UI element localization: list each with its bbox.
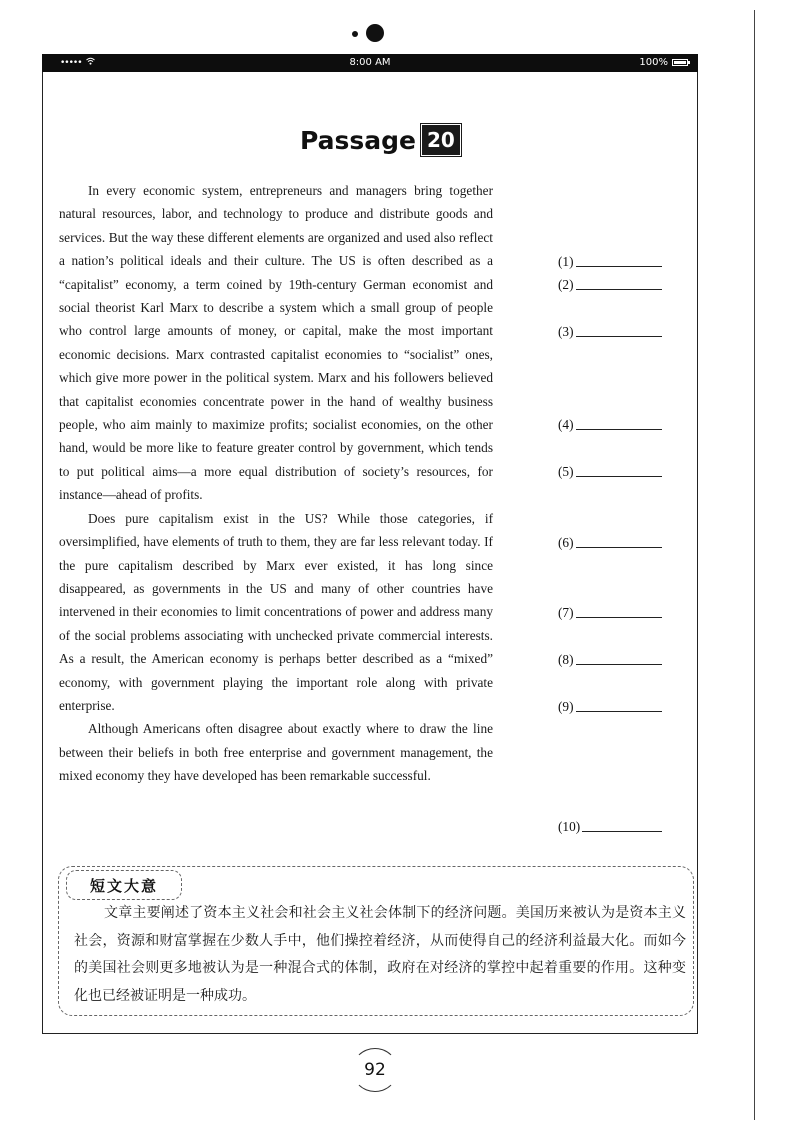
answer-blank[interactable] [558,601,662,621]
answer-line[interactable] [576,697,662,712]
answer-line[interactable] [582,817,662,832]
passage-paragraph: In every economic system, entrepreneurs and managers bring together natural resources, labor, and technology to produce and distribute goods and services. But the way these different elements are organized and used also reflect a nation’s political ideals and their culture. The US is often described as a “capitalist” economy, a term coined by 19th-century German economist and social theorist Karl Marx to describe a system which a small group of people who control large amounts of money, or capital, make the most important economic decisions. Marx contrasted capitalist economies to “socialist” ones, which give more power in the political system. Marx and his followers believed that capitalist economies concentrate power in the hand of wealthy business people, who aim mainly to maximize profits; socialist economies, on the other hand, would be more like to feature greater control by government, which tends to put political aims—a more equal distribution of society’s resources, for instance—ahead of profits. [59,183,493,503]
summary-tab [66,870,182,900]
battery-percentage: 100% [639,57,668,68]
camera-lens-icon [366,24,384,42]
passage-body [59,179,493,788]
device-camera [340,20,400,46]
passage-header [300,122,460,158]
answer-blank[interactable] [558,531,662,551]
status-bar [42,54,698,72]
answer-blank[interactable] [558,815,662,835]
page-title: Passage [300,125,417,155]
answer-line[interactable] [576,252,662,267]
summary-paragraph: 文章主要阐述了资本主义社会和社会主义社会体制下的经济问题。美国历来被认为是资本主义社会，资源和财富掌握在少数人手中，他们操控着经济，从而使得自己的经济利益最大化。而如今的美国社会则更多地被认为是一种混合式的体制，政府在对经济的掌控中起着重要的作用。这种变化也已经被证明是一种成功。 [74,905,686,1004]
answer-line[interactable] [576,462,662,477]
summary-heading: 短文大意 [89,876,158,895]
answer-line[interactable] [576,322,662,337]
summary-text-block [74,900,686,1010]
passage-paragraph: Does pure capitalism exist in the US? While those categories, if oversimplified, have elements of truth to them, they are far less relevant today. If the pure capitalism described by Marx ever existed, it has long since disappeared, as governments in the US and many of other countries have intervened in their economies to limit concentrations of power and address many of the social problems associating with unchecked private commercial interests. As a result, the American economy is perhaps better described as a “mixed” economy, with government playing the important role along with private enterprise. [59,510,493,713]
answer-line[interactable] [576,415,662,430]
battery-icon [672,59,688,66]
answer-blank[interactable] [558,460,662,480]
answer-line[interactable] [576,275,662,290]
answer-blank[interactable] [558,320,662,340]
answer-blank-number: (1) [558,254,574,269]
answer-blank-number: (9) [558,699,574,714]
answer-blank-number: (4) [558,417,574,432]
passage-paragraph: Although Americans often disagree about exactly where to draw the line between their beliefs in both free enterprise and government management, the mixed economy they have developed has been remarkable successful. [59,721,493,784]
page-edge-divider [754,10,755,1120]
camera-sensor-icon [352,31,358,37]
answer-blank-number: (8) [558,652,574,667]
answer-line[interactable] [576,650,662,665]
answer-blank-number: (6) [558,535,574,550]
answer-blank-number: (5) [558,464,574,479]
answer-line[interactable] [576,603,662,618]
answer-blank-number: (10) [558,819,581,834]
status-time: 8:00 AM [349,57,391,68]
answer-blank[interactable] [558,695,662,715]
answer-line[interactable] [576,533,662,548]
answer-blank[interactable] [558,273,662,293]
passage-number-badge: 20 [422,125,460,155]
answer-blank-number: (3) [558,324,574,339]
answer-blank[interactable] [558,648,662,668]
answer-blank-number: (2) [558,277,574,292]
page-number-badge [352,1048,402,1094]
answer-blank[interactable] [558,250,662,270]
answer-blank[interactable] [558,413,662,433]
page-number: 92 [364,1060,386,1080]
answer-blank-number: (7) [558,605,574,620]
signal-strength-icon: ••••• [60,57,82,68]
